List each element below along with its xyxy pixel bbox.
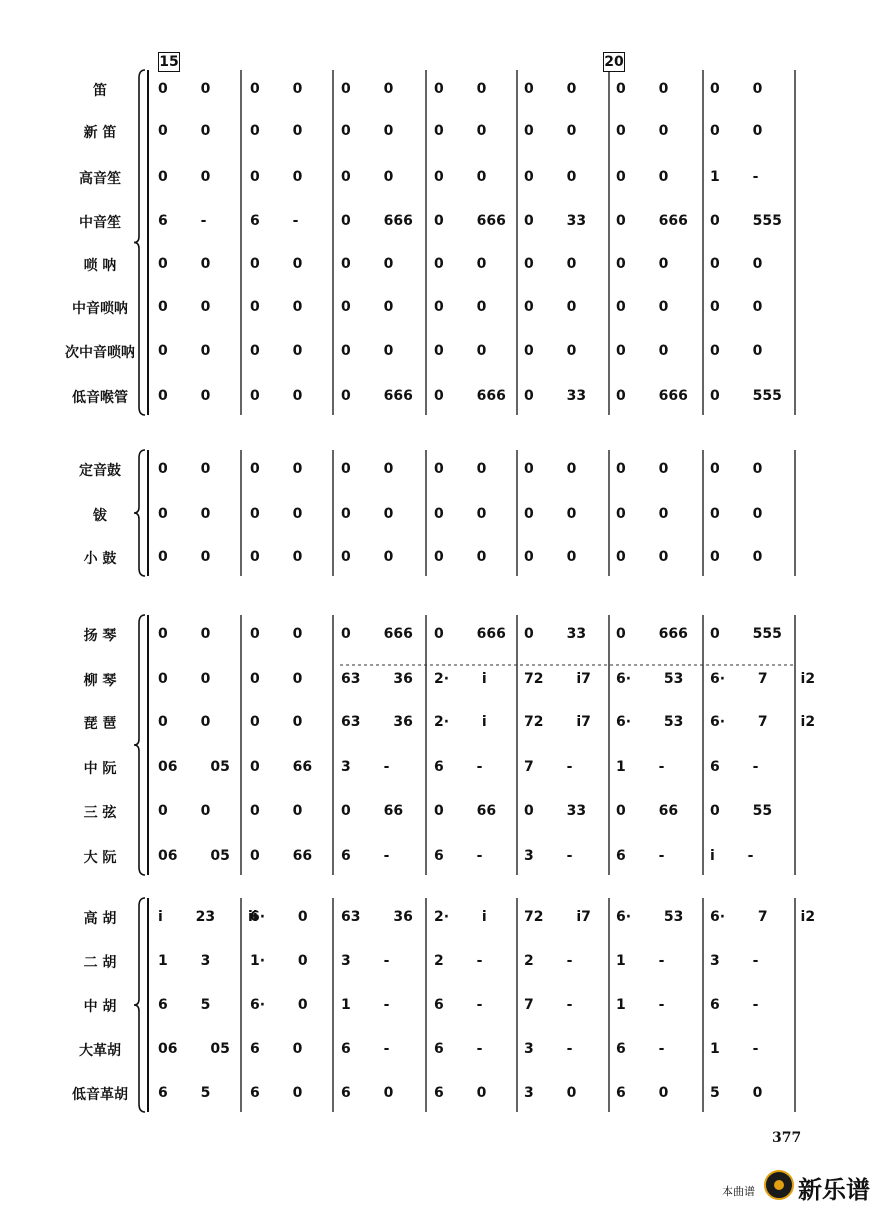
measure-cell: 0 0	[250, 803, 303, 819]
measure-cell: 0 0	[341, 343, 394, 359]
measure-cell: 0 0	[158, 123, 211, 139]
measure-cell: 6 -	[616, 848, 665, 864]
measure-cell: 0 0	[616, 169, 669, 185]
measure-cell: 0 33	[524, 626, 587, 642]
instrument-label: 低音革胡	[72, 1087, 128, 1103]
measure-cell: 0 0	[250, 461, 303, 477]
measure-cell: 1 3	[158, 953, 211, 969]
measure-cell: 3 -	[524, 1041, 573, 1057]
measure-cell: 0 555	[710, 388, 782, 404]
measure-cell: 0 0	[434, 299, 487, 315]
measure-cell: 2 -	[524, 953, 573, 969]
measure-cell: 0 0	[158, 506, 211, 522]
measure-cell: 6· 53	[616, 714, 684, 730]
instrument-label: 中音唢呐	[72, 301, 128, 317]
measure-cell: 0 0	[250, 388, 303, 404]
measure-cell: 6 -	[616, 1041, 665, 1057]
measure-cell: 0 0	[341, 123, 394, 139]
instrument-label: 三 弦	[83, 805, 117, 821]
instrument-label: 中音笙	[79, 215, 121, 231]
measure-number-15: 15	[159, 54, 179, 70]
measure-cell: 0 0	[710, 299, 763, 315]
measure-cell: 0 666	[341, 626, 413, 642]
measure-cell: 6· 53	[616, 671, 684, 687]
measure-cell: 2· i	[434, 671, 487, 687]
measure-cell: 0 0	[158, 626, 211, 642]
measure-cell: i 23 ii	[158, 909, 258, 925]
measure-cell: 6 0	[250, 1041, 303, 1057]
measure-cell: 0 0	[341, 549, 394, 565]
measure-cell: 0 66	[341, 803, 404, 819]
measure-cell: 0 0	[616, 549, 669, 565]
watermark-name: 新乐谱	[798, 1176, 870, 1204]
measure-cell: 0 0	[341, 256, 394, 272]
measure-cell: 6 -	[434, 848, 483, 864]
measure-cell: 3 -	[341, 953, 390, 969]
measure-cell: 0 0	[524, 123, 577, 139]
measure-cell: 0 666	[341, 213, 413, 229]
measure-cell: 1 -	[710, 1041, 759, 1057]
measure-cell: 0 0	[341, 461, 394, 477]
measure-cell: 2· i	[434, 714, 487, 730]
measure-cell: 0 0	[158, 299, 211, 315]
measure-cell: 3 -	[524, 848, 573, 864]
measure-cell: 0 0	[524, 256, 577, 272]
measure-cell: 0 0	[434, 506, 487, 522]
measure-cell: 0 0	[524, 461, 577, 477]
measure-cell: 6 -	[158, 213, 207, 229]
measure-cell: 6· 0	[250, 997, 308, 1013]
measure-cell: 0 0	[710, 549, 763, 565]
measure-cell: 0 0	[710, 123, 763, 139]
measure-cell: 06 05	[158, 759, 230, 775]
measure-cell: 6 -	[710, 759, 759, 775]
measure-cell: 0 0	[616, 256, 669, 272]
measure-cell: 63 36	[341, 671, 413, 687]
measure-cell: 7 -	[524, 997, 573, 1013]
measure-cell: 0 0	[250, 81, 303, 97]
measure-cell: 7 -	[524, 759, 573, 775]
instrument-label: 高音笙	[79, 171, 121, 187]
measure-cell: 6 0	[341, 1085, 394, 1101]
measure-cell: 6 0	[616, 1085, 669, 1101]
measure-cell: 0 0	[250, 626, 303, 642]
measure-cell: 0 0	[710, 506, 763, 522]
measure-cell: 72 i7	[524, 671, 591, 687]
measure-cell: 6 5	[158, 997, 211, 1013]
measure-cell: 0 0	[524, 169, 577, 185]
instrument-label: 琵 琶	[83, 716, 117, 732]
measure-cell: 0 66	[250, 759, 313, 775]
watermark-logo-icon	[764, 1170, 794, 1200]
measure-cell: 0 0	[158, 343, 211, 359]
measure-cell: 0 0	[250, 169, 303, 185]
instrument-label: 低音喉管	[72, 390, 128, 406]
measure-cell: i -	[710, 848, 754, 864]
measure-cell: 1 -	[616, 997, 665, 1013]
measure-cell: 0 0	[710, 81, 763, 97]
measure-cell: 3 0	[524, 1085, 577, 1101]
measure-cell: 63 36	[341, 714, 413, 730]
measure-cell: 0 33	[524, 803, 587, 819]
measure-cell: 0 0	[250, 549, 303, 565]
measure-cell: 6 -	[434, 759, 483, 775]
measure-cell: 0 0	[250, 299, 303, 315]
watermark-prefix: 本曲谱	[722, 1185, 755, 1198]
measure-cell: 6 5	[158, 1085, 211, 1101]
measure-cell: 0 0	[158, 671, 211, 687]
instrument-label: 中 阮	[83, 761, 117, 777]
measure-cell: 0 33	[524, 388, 587, 404]
measure-cell: 0 0	[434, 169, 487, 185]
measure-cell: 0 0	[710, 343, 763, 359]
measure-cell: 0 0	[434, 81, 487, 97]
measure-cell: 1 -	[341, 997, 390, 1013]
measure-cell: 5 0	[710, 1085, 763, 1101]
measure-cell: 0 0	[250, 714, 303, 730]
measure-cell: 6 -	[434, 997, 483, 1013]
measure-cell: 0 0	[158, 549, 211, 565]
measure-cell: 0 0	[710, 461, 763, 477]
measure-cell: 2· i	[434, 909, 487, 925]
instrument-label: 笛	[93, 83, 107, 99]
measure-cell: 0 0	[158, 256, 211, 272]
measure-cell: 6· 53	[616, 909, 684, 925]
measure-number-20: 20	[604, 54, 624, 70]
measure-cell: 0 0	[434, 256, 487, 272]
measure-cell: 0 0	[158, 803, 211, 819]
page-number: 377	[772, 1130, 802, 1146]
measure-cell: 0 0	[341, 169, 394, 185]
measure-cell: 0 0	[710, 256, 763, 272]
measure-cell: 0 0	[616, 123, 669, 139]
instrument-label: 钹	[93, 508, 107, 524]
measure-cell: 0 0	[434, 461, 487, 477]
measure-cell: 1 -	[616, 759, 665, 775]
measure-cell: 0 66	[616, 803, 679, 819]
measure-cell: 0 666	[434, 388, 506, 404]
measure-cell: 6 -	[341, 1041, 390, 1057]
measure-cell: 6 -	[434, 1041, 483, 1057]
measure-cell: 0 0	[158, 169, 211, 185]
measure-cell: 06 05	[158, 1041, 230, 1057]
measure-cell: 0 0	[250, 123, 303, 139]
measure-cell: 0 666	[434, 626, 506, 642]
instrument-label: 扬 琴	[83, 628, 117, 644]
measure-cell: 6· 7 i2	[710, 714, 816, 730]
measure-cell: 0 0	[250, 343, 303, 359]
measure-cell: 6· 7 i2	[710, 909, 816, 925]
measure-cell: 1 -	[616, 953, 665, 969]
measure-cell: 0 666	[616, 388, 688, 404]
measure-cell: 0 0	[158, 714, 211, 730]
measure-cell: 0 666	[341, 388, 413, 404]
measure-cell: 0 0	[616, 343, 669, 359]
instrument-label: 大 阮	[83, 850, 117, 866]
measure-cell: 3 -	[710, 953, 759, 969]
measure-cell: 0 0	[524, 299, 577, 315]
measure-cell: 0 0	[250, 506, 303, 522]
instrument-label: 二 胡	[83, 955, 117, 971]
instrument-label: 唢 呐	[83, 258, 117, 274]
measure-cell: 72 i7	[524, 909, 591, 925]
measure-cell: 0 0	[250, 256, 303, 272]
measure-cell: 0 0	[341, 299, 394, 315]
measure-cell: 0 0	[616, 461, 669, 477]
measure-cell: 3 -	[341, 759, 390, 775]
measure-cell: 0 555	[710, 213, 782, 229]
measure-cell: 0 55	[710, 803, 773, 819]
instrument-label: 中 胡	[83, 999, 117, 1015]
measure-cell: 6 -	[710, 997, 759, 1013]
measure-cell: 0 0	[434, 343, 487, 359]
measure-cell: 0 0	[524, 549, 577, 565]
measure-cell: 0 0	[341, 81, 394, 97]
measure-cell: 06 05	[158, 848, 230, 864]
measure-cell: 6· 7 i2	[710, 671, 816, 687]
measure-cell: 0 0	[616, 81, 669, 97]
measure-cell: 0 0	[616, 506, 669, 522]
measure-cell: 0 66	[434, 803, 497, 819]
measure-cell: 6 -	[250, 213, 299, 229]
measure-cell: 0 0	[616, 299, 669, 315]
measure-cell: 0 555	[710, 626, 782, 642]
measure-cell: 0 0	[434, 549, 487, 565]
measure-cell: 0 0	[524, 506, 577, 522]
measure-cell: 0 0	[158, 461, 211, 477]
measure-cell: 1· 0	[250, 953, 308, 969]
instrument-label: 柳 琴	[83, 673, 117, 689]
measure-cell: 0 0	[524, 81, 577, 97]
measure-cell: 1 -	[710, 169, 759, 185]
measure-cell: 0 666	[616, 213, 688, 229]
plucked-brace	[134, 615, 145, 875]
measure-cell: 0 666	[434, 213, 506, 229]
instrument-label: 高 胡	[83, 911, 117, 927]
measure-cell: 6 -	[341, 848, 390, 864]
instrument-label: 小 鼓	[83, 551, 117, 567]
measure-cell: 0 0	[341, 506, 394, 522]
measure-cell: 2 -	[434, 953, 483, 969]
measure-cell: 6 0	[250, 1085, 303, 1101]
measure-cell: 0 0	[158, 81, 211, 97]
measure-cell: 6· 0	[250, 909, 308, 925]
instrument-label: 次中音唢呐	[65, 345, 135, 361]
measure-cell: 63 36	[341, 909, 413, 925]
instrument-label: 定音鼓	[79, 463, 121, 479]
measure-cell: 0 33	[524, 213, 587, 229]
measure-cell: 0 666	[616, 626, 688, 642]
instrument-label: 新 笛	[83, 125, 117, 141]
measure-cell: 0 0	[158, 388, 211, 404]
measure-cell: 6 0	[434, 1085, 487, 1101]
measure-cell: 0 0	[250, 671, 303, 687]
instrument-label: 大革胡	[79, 1043, 121, 1059]
measure-cell: 0 0	[434, 123, 487, 139]
measure-cell: 72 i7	[524, 714, 591, 730]
measure-cell: 0 66	[250, 848, 313, 864]
measure-cell: 0 0	[524, 343, 577, 359]
